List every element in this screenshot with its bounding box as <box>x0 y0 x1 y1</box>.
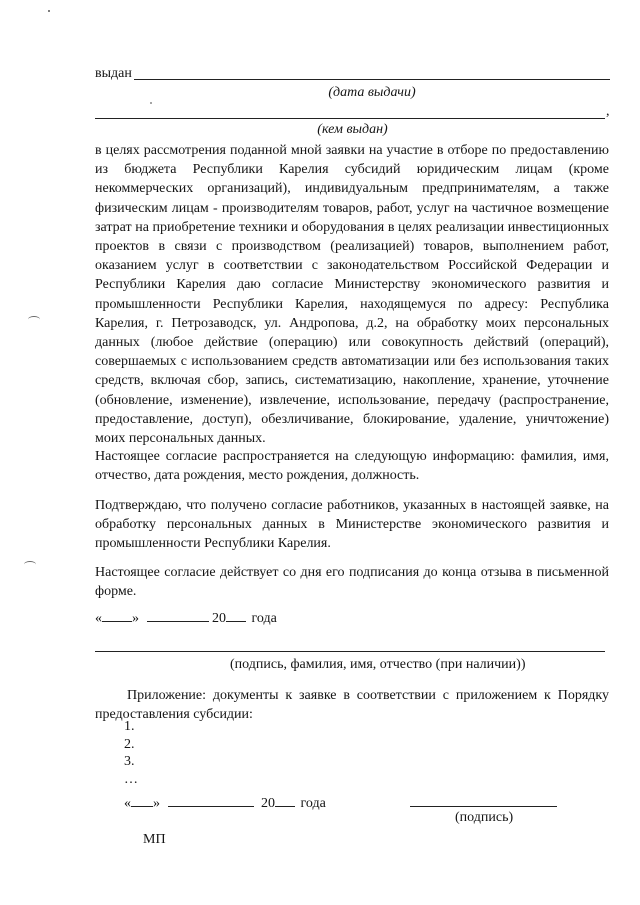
day-field[interactable] <box>102 608 132 622</box>
close-quote: » <box>132 611 139 626</box>
issue-date-caption: (дата выдачи) <box>328 85 416 100</box>
signature-caption-short: (подпись) <box>455 810 514 825</box>
attachment-list <box>124 718 138 788</box>
month-field[interactable] <box>147 608 209 622</box>
date-line-1 <box>95 608 277 627</box>
issued-by-comma: , <box>606 104 610 119</box>
signature-caption: (подпись, фамилия, имя, отчество (при наличии)) <box>230 657 526 672</box>
consent-paragraph-1: в целях рассмотрения поданной мной заявки на участие в отборе по предоставлению из бюджета Республики Карелия субсидий юридическим лицам (кроме некоммерческих организаций), индивидуальным предпринимателям, а также физическим лицам - производителям товаров, работ, услуг на частичное возмещение затрат на приобретение техники и оборудования в целях реализации инвестиционных проектов в связи с производством (реализацией) товаров, выполнением работ, оказанием услуг в соответствии с законодательством Российской Федерации и Республики Карелия даю согласие Министерству экономического развития и промышленности Республики Карелия, находящемуся по адресу: Республика Карелия, г. Петрозаводск, ул. Андропова, д.2, на обработку моих персональных данных (любое действие (операцию) или совокупность действий (операций), совершаемых с использованием средств автоматизации или без использования таких средств, включая сбор, запись, систематизацию, накопление, хранение, уточнение (обновление, изменение), извлечение, использование, передачу (распространение, предоставление, доступ), обезличивание, блокирование, удаление, уничтожение) моих персональных данных. <box>95 143 609 447</box>
scan-dot <box>48 10 50 12</box>
signature-short-field[interactable] <box>410 806 557 807</box>
margin-mark <box>24 561 36 568</box>
signature-field[interactable] <box>95 651 605 652</box>
day-field[interactable] <box>131 793 153 807</box>
list-item: … <box>124 771 138 787</box>
list-item: 3. <box>124 754 135 769</box>
open-quote: « <box>124 796 131 811</box>
year-field[interactable] <box>275 793 295 807</box>
issued-date-field[interactable] <box>134 79 610 80</box>
scan-dot <box>150 102 152 104</box>
century: 20 <box>212 611 226 626</box>
margin-mark <box>28 316 40 323</box>
open-quote: « <box>95 611 102 626</box>
stamp-place: МП <box>143 832 166 847</box>
close-quote: » <box>153 796 160 811</box>
issued-by-field[interactable] <box>95 118 605 119</box>
issued-label: выдан <box>95 66 132 81</box>
list-item: 2. <box>124 736 135 752</box>
year-word: года <box>300 796 326 811</box>
consent-paragraph-3: Подтверждаю, что получено согласие работников, указанных в настоящей заявке, на обработку персональных данных в Министерстве экономического развития и промышленности Республики Карелия. <box>95 498 609 552</box>
issued-by-caption: (кем выдан) <box>317 122 388 137</box>
century: 20 <box>261 796 275 811</box>
list-item: 1. <box>124 719 135 734</box>
year-word: года <box>251 611 277 626</box>
year-field[interactable] <box>226 608 246 622</box>
consent-paragraph-4: Настоящее согласие действует со дня его подписания до конца отзыва в письменной форме. <box>95 565 609 600</box>
consent-paragraph-2: Настоящее согласие распространяется на следующую информацию: фамилия, имя, отчество, дата рождения, место рождения, должность. <box>95 449 609 484</box>
date-line-2 <box>124 793 326 812</box>
month-field[interactable] <box>168 793 254 807</box>
attachment-text: Приложение: документы к заявке в соответствии с приложением к Порядку предоставления субсидии: <box>95 688 609 723</box>
